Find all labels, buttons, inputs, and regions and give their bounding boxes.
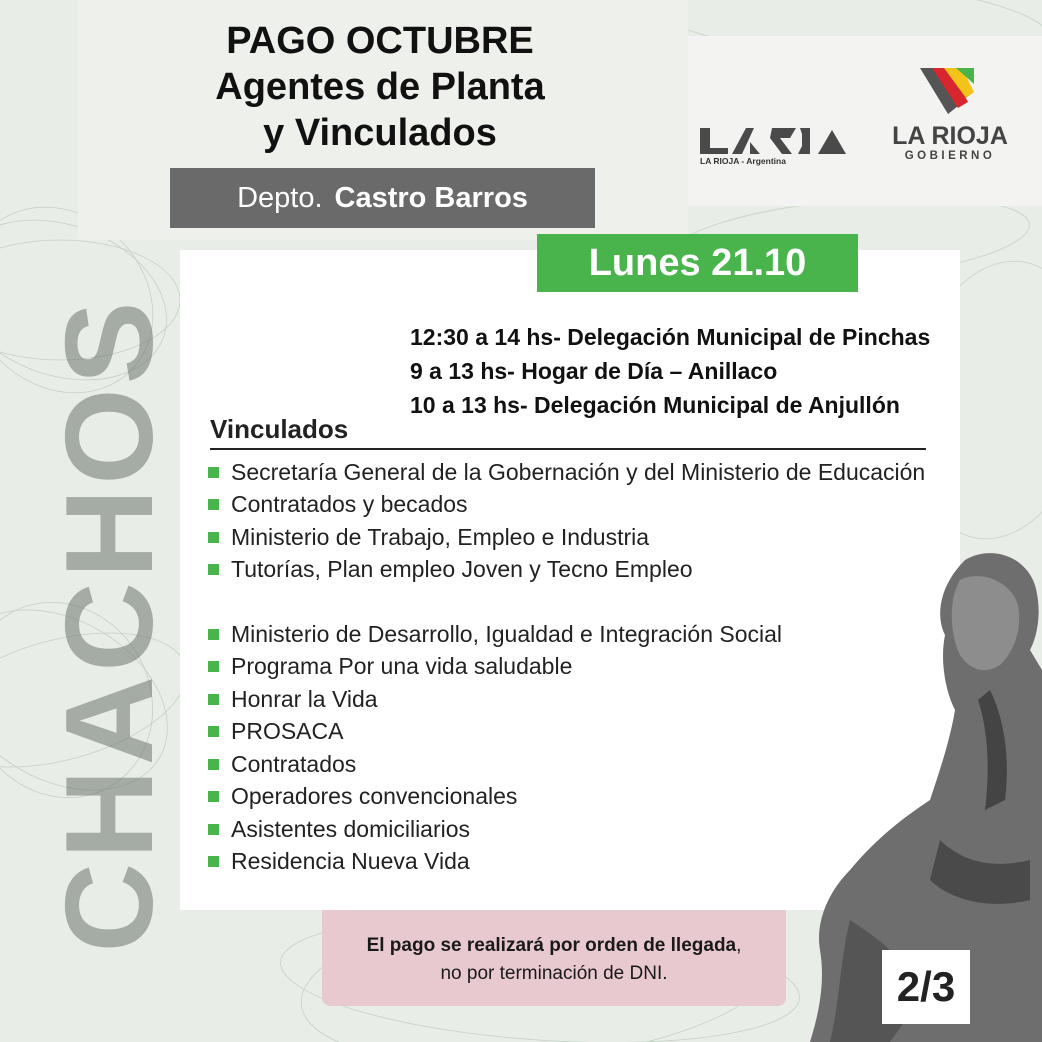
title-line-1: PAGO OCTUBRE: [226, 20, 534, 62]
department-banner: [170, 168, 595, 228]
bullet-square-icon: [208, 661, 219, 672]
list-item-label: Tutorías, Plan empleo Joven y Tecno Empleo: [231, 556, 693, 583]
list-item-label: Contratados y becados: [231, 491, 468, 518]
section-title-vinculados: Vinculados: [210, 414, 926, 450]
schedule-item: 12:30 a 14 hs- Delegación Municipal de Pinchas: [410, 324, 931, 350]
page-indicator: 2/3: [882, 950, 970, 1024]
bullet-square-icon: [208, 629, 219, 640]
bullet-square-icon: [208, 694, 219, 705]
list-item-label: Asistentes domiciliarios: [231, 815, 471, 842]
bullet-square-icon: [208, 532, 219, 543]
bullet-square-icon: [208, 791, 219, 802]
schedule-list: [410, 320, 1010, 422]
note-line-1: [322, 932, 786, 960]
gobierno-logo-subtitle: GOBIERNO: [904, 150, 996, 162]
bullet-square-icon: [208, 499, 219, 510]
gobierno-emblem-icon: [918, 66, 976, 116]
logo-panel: [688, 36, 1042, 206]
list-item-label: Programa Por una vida saludable: [231, 653, 573, 680]
bullet-square-icon: [208, 467, 219, 478]
schedule-item: 9 a 13 hs- Hogar de Día – Anillaco: [410, 358, 778, 384]
title-line-2: Agentes de Planta: [215, 66, 545, 108]
list-item-label: Contratados: [231, 750, 357, 777]
list-item-label: Honrar la Vida: [231, 685, 378, 712]
date-banner: Lunes 21.10: [537, 234, 858, 292]
list-item-label: Ministerio de Desarrollo, Igualdad e Integración Social: [231, 620, 783, 647]
bullet-square-icon: [208, 824, 219, 835]
note-bold-text: El pago se realizará por orden de llegada: [366, 935, 737, 956]
list-item: [208, 489, 968, 522]
title-line-3: y Vinculados: [263, 112, 497, 154]
schedule-item: 10 a 13 hs- Delegación Municipal de Anjullón: [410, 392, 900, 418]
bullet-square-icon: [208, 856, 219, 867]
list-item-label: Residencia Nueva Vida: [231, 848, 470, 875]
gobierno-logo-name: LA RIOJA: [892, 122, 1008, 150]
list-item-label: Ministerio de Trabajo, Empleo e Industria: [231, 523, 650, 550]
department-prefix: Depto.: [237, 181, 323, 214]
page-title: [120, 18, 640, 156]
bullet-square-icon: [208, 726, 219, 737]
bullet-square-icon: [208, 759, 219, 770]
note-comma: ,: [736, 935, 742, 956]
list-item-label: PROSACA: [231, 718, 344, 745]
side-vertical-text: CHACHOS: [41, 297, 179, 953]
department-name: Castro Barros: [334, 181, 528, 214]
list-item-label: Secretaría General de la Gobernación y del Ministerio de Educación: [231, 458, 926, 485]
la-rioja-argentina-caption: LA RIOJA - Argentina: [700, 156, 786, 166]
bullet-square-icon: [208, 564, 219, 575]
note-line-2: no por terminación de DNI.: [440, 963, 668, 984]
list-item-label: Operadores convencionales: [231, 783, 518, 810]
list-item: [208, 456, 968, 489]
payment-note: [322, 910, 786, 1006]
